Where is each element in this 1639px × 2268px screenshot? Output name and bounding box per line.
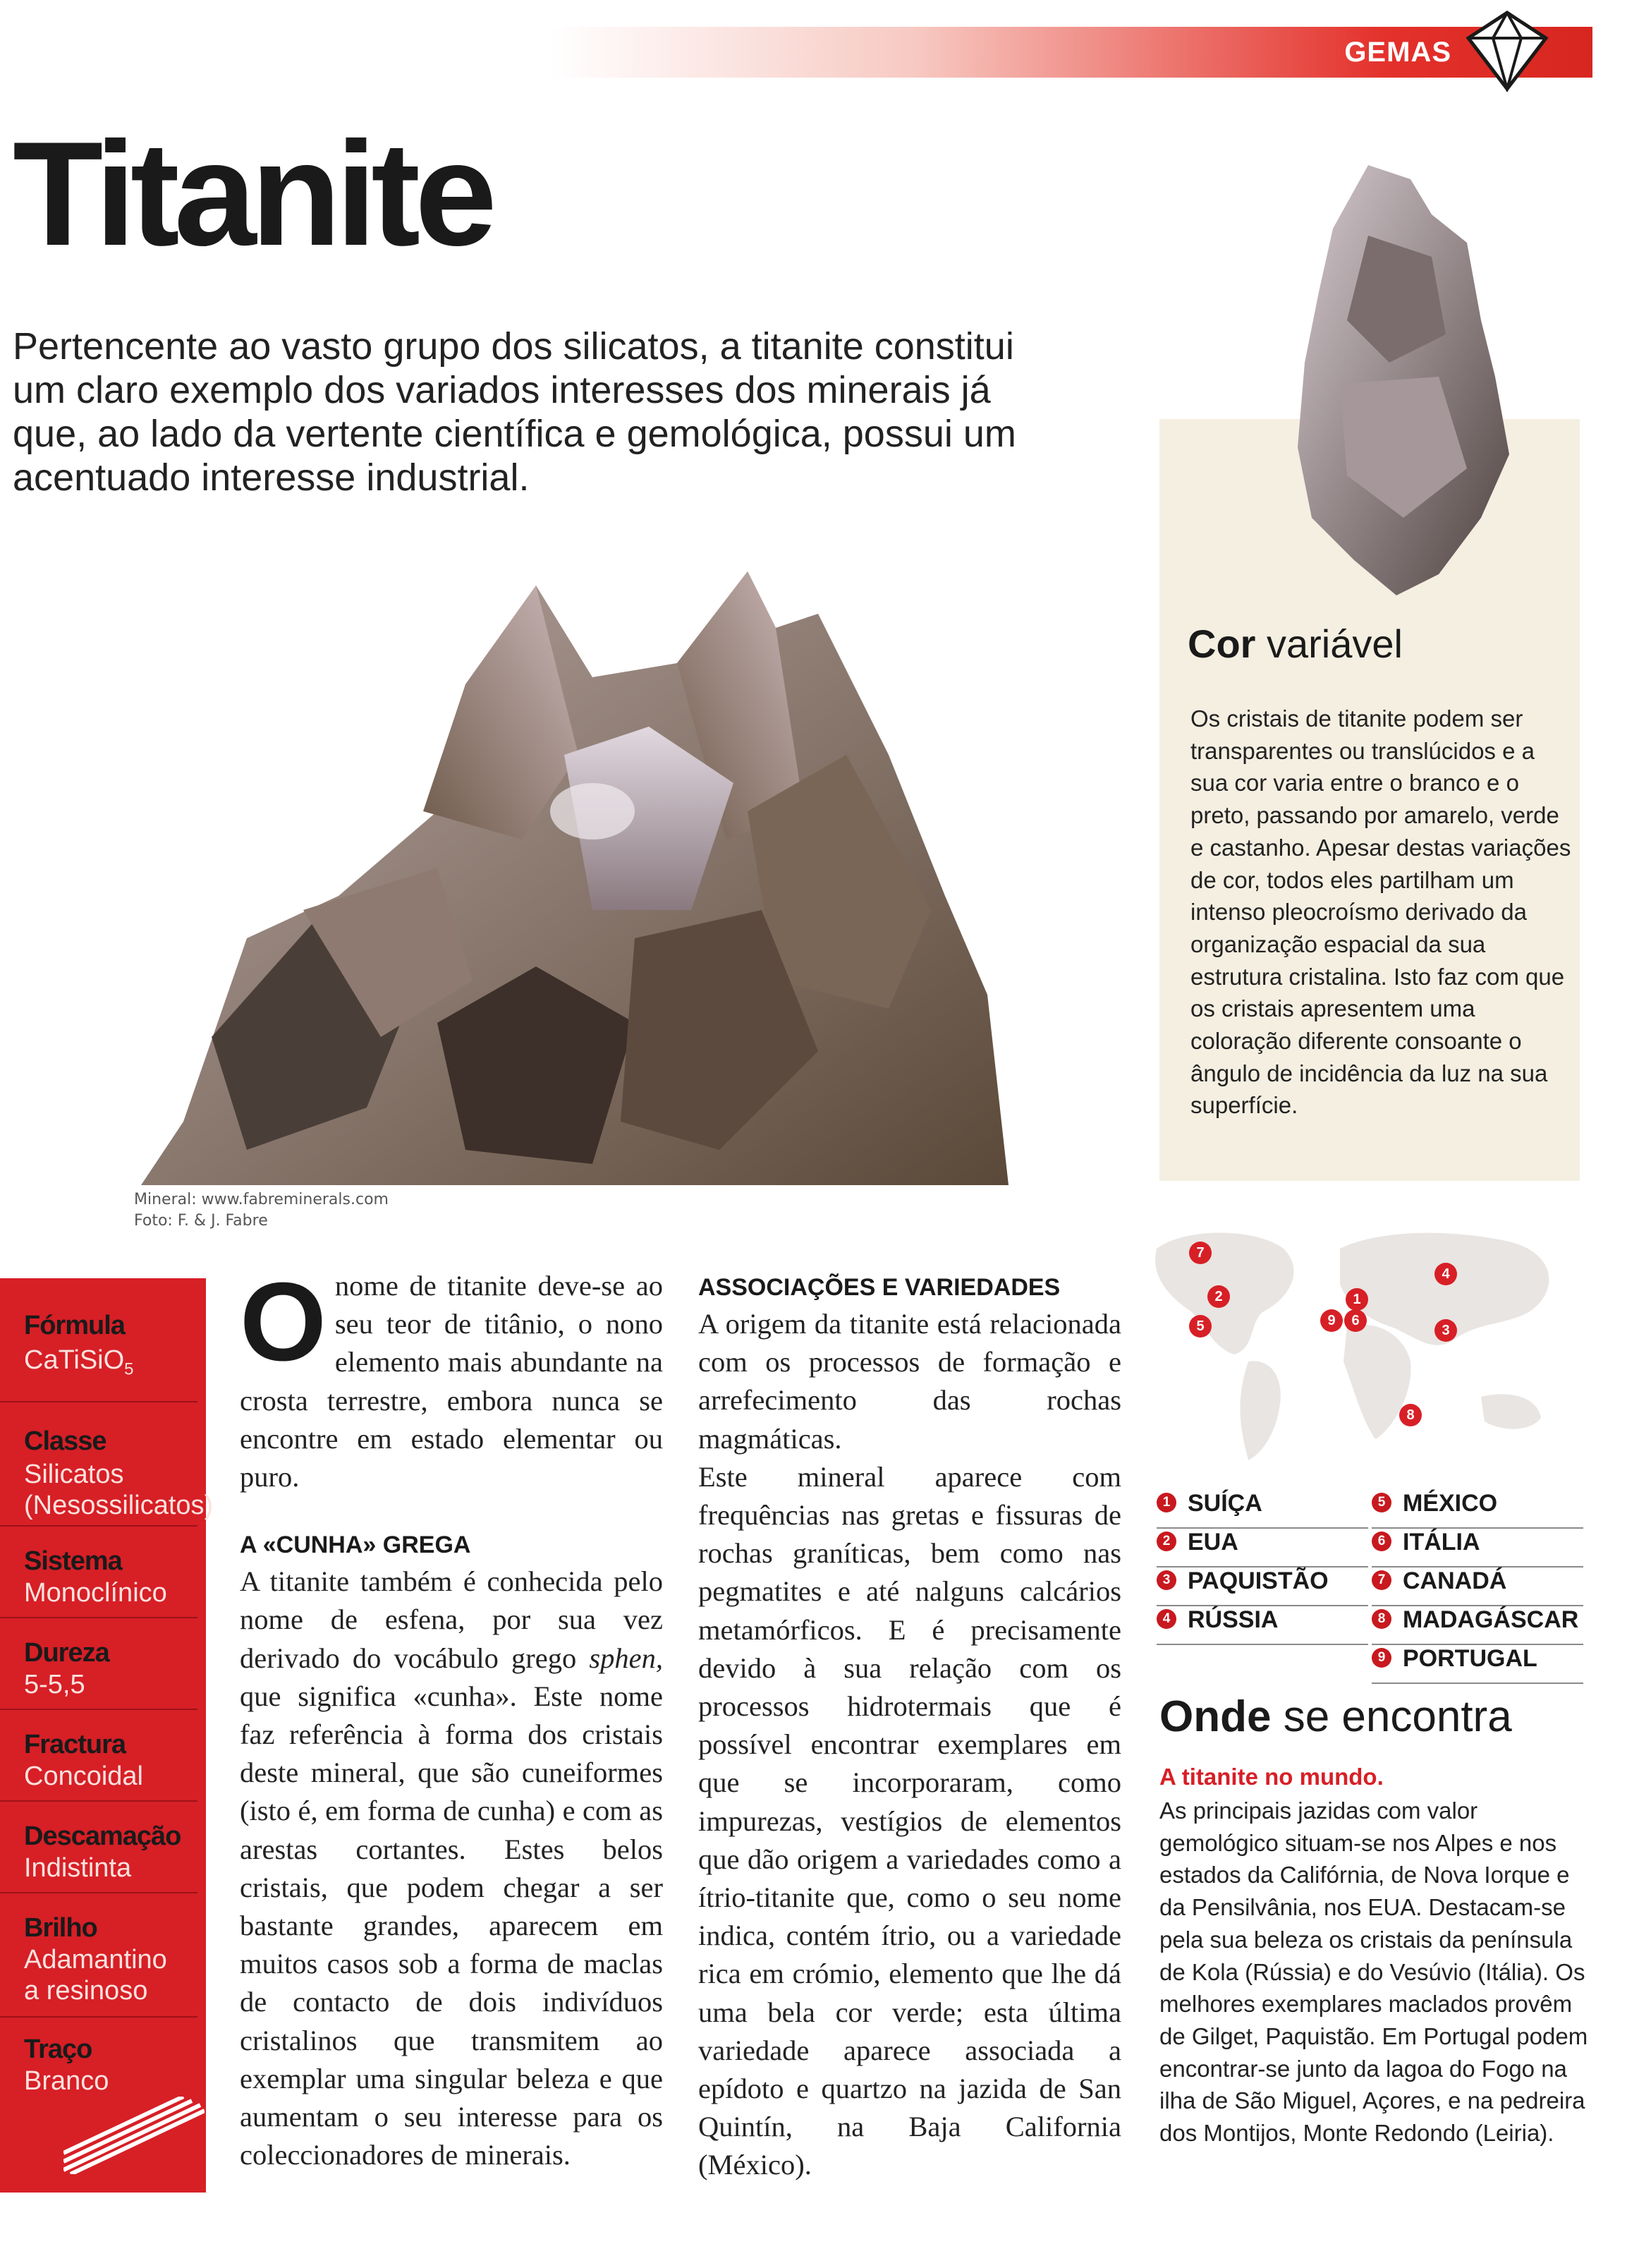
country-item: 2 EUA — [1157, 1529, 1368, 1567]
property-class — [0, 1402, 214, 1527]
subheading-cunha: A «CUNHA» GREGA — [240, 1532, 471, 1559]
article-paragraph-3: A origem da titanite está relacionada com os processos de formação e arrefecimento das rochas magmáticas. — [698, 1308, 1121, 1455]
subheading-associacoes: ASSOCIAÇÕES E VARIEDADES — [698, 1274, 1061, 1301]
credit-line-photo: Foto: F. & J. Fabre — [134, 1212, 268, 1230]
map-marker: 1 — [1346, 1288, 1368, 1311]
country-item: 4 RÚSSIA — [1157, 1606, 1368, 1645]
property-key: Brilho — [24, 1913, 97, 1943]
property-key: Descamação — [24, 1821, 181, 1851]
property-value: Concoidal — [24, 1761, 143, 1791]
property-cleavage — [0, 1802, 197, 1893]
country-item: 7 CANADÁ — [1372, 1567, 1583, 1606]
map-marker: 7 — [1189, 1242, 1212, 1264]
property-value: 5-5,5 — [24, 1670, 85, 1699]
where-found-title-rest: se encontra — [1283, 1692, 1512, 1741]
drop-cap: O — [240, 1260, 327, 1384]
section-header-bar — [550, 27, 1592, 78]
property-value: Adamantino a resinoso — [24, 1945, 167, 2006]
photo-credits — [134, 1189, 389, 1232]
map-marker: 8 — [1399, 1404, 1422, 1426]
property-fracture — [0, 1710, 197, 1802]
article-paragraph-1: Onome de titanite deve-se ao seu teor de titânio, o nono elemento mais abundante na crosta terrestre, embora nunca se encontre em estado elementar ou puro. — [240, 1260, 663, 1493]
article-column-1 — [240, 1260, 663, 2174]
map-marker: 2 — [1207, 1285, 1230, 1308]
where-found-title-bold: Onde — [1159, 1692, 1272, 1741]
color-panel-title-bold: Cor — [1188, 621, 1256, 666]
single-crystal-photo — [1255, 151, 1523, 602]
map-marker: 5 — [1189, 1315, 1212, 1338]
article-paragraph-4: Este mineral aparece com frequências nas gretas e fissuras de rochas graníticas, bem como nas pegmatites e até nalguns calcários metamórficos. E é precisamente devido à sua relação com os processos hidrotermais que é possível encontrar exemplares em que se incorporaram, como impurezas, vestígios de elementos que dão origem a variedades como a ítrio-titanite que, como o seu nome indica, contém ítrio, ou a variedade rica em crómio, elemento que lhe dá uma bela cor verde; esta última variedade aparece associada a epídoto e quartzo na jazida de San Quintín, na Baja California (México). — [698, 1460, 1121, 2181]
country-item: 9 PORTUGAL — [1372, 1645, 1583, 1684]
titanite-crystal-photo — [141, 543, 1009, 1185]
country-item: 8 MADAGÁSCAR — [1372, 1606, 1583, 1645]
country-item: 5 MÉXICO — [1372, 1490, 1583, 1529]
intro-paragraph: Pertencente ao vasto grupo dos silicatos, a titanite constitui um claro exemplo dos variados interesses dos minerais já que, ao lado da vertente científica e gemológica, possui um acentuado interesse industrial. — [13, 325, 1016, 499]
country-item: 6 ITÁLIA — [1372, 1529, 1583, 1567]
map-marker: 9 — [1320, 1309, 1343, 1332]
property-system — [0, 1527, 197, 1618]
where-found-subtitle: A titanite no mundo. — [1159, 1764, 1384, 1790]
map-marker: 3 — [1434, 1319, 1457, 1342]
property-formula — [0, 1278, 197, 1402]
property-value: Silicatos (Nesossilicatos) — [24, 1460, 214, 1520]
credit-line-mineral: Mineral: www.fabreminerals.com — [134, 1191, 389, 1208]
article-column-2 — [698, 1267, 1121, 2185]
map-marker: 6 — [1344, 1309, 1367, 1332]
property-value: Monoclínico — [24, 1578, 167, 1608]
property-luster — [0, 1893, 197, 2018]
property-key: Classe — [24, 1426, 106, 1456]
map-marker: 4 — [1434, 1263, 1457, 1285]
property-value: CaTiSiO$_5$ — [24, 1345, 134, 1379]
property-hardness — [0, 1618, 197, 1710]
color-panel-title-rest: variável — [1267, 621, 1403, 666]
properties-sidebar — [0, 1278, 214, 2193]
decorative-stripes — [63, 2097, 205, 2174]
property-value: Indistinta — [24, 1853, 132, 1883]
country-item: 3 PAQUISTÃO — [1157, 1567, 1368, 1606]
section-label: GEMAS — [1344, 37, 1451, 68]
gem-icon — [1461, 10, 1553, 92]
where-found-title — [1159, 1692, 1512, 1742]
page-title: Titanite — [13, 111, 492, 277]
property-key: Dureza — [24, 1638, 109, 1668]
property-value: Branco — [24, 2066, 109, 2096]
property-key: Sistema — [24, 1546, 122, 1576]
where-found-text: As principais jazidas com valor gemológico situam-se nos Alpes e nos estados da Califórnia, de Nova Iorque e da Pensilvânia, nos EUA. Destacam-se pela sua beleza os cristais da península de Kola (Rússia) e do Vesúvio (Itália). Os melhores exemplares maclados provêm de Gilget, Paquistão. Em Portugal podem encontrar-se junto da lagoa do Fogo na ilha de São Miguel, Açores, e na pedreira dos Montijos, Monte Redondo (Leiria). — [1159, 1797, 1588, 2147]
property-streak — [0, 2018, 197, 2095]
country-item: 1 SUÍÇA — [1157, 1490, 1368, 1529]
article-paragraph-2: A titanite também é conhecida pelo nome de esfena, por sua vez derivado do vocábulo grego sphen, que significa «cunha». Este nome faz referência à forma dos cristais deste mineral, que são cuneiformes (isto é, em forma de cunha) e com as arestas cortantes. Estes belos cristais, que podem chegar a ser bastante grandes, aparecem em muitos casos sob a forma de maclas de contacto de dois indivíduos cristalinos que transmitem ao exemplar uma singular beleza e que aumentam o seu interesse para os coleccionadores de minerais. — [240, 1565, 663, 2171]
color-panel-title — [1188, 621, 1403, 667]
color-panel-text: Os cristais de titanite podem ser transparentes ou translúcidos e a sua cor varia entre o branco e o preto, passando por amarelo, verde e castanho. Apesar destas variações de cor, todos eles partilham um intenso pleocroísmo derivado da organização espacial da sua estrutura cristalina. Isto faz com que os cristais apresentem uma coloração diferente consoante o ângulo de incidência da luz na sua superfície. — [1190, 705, 1571, 1119]
property-key: Fórmula — [24, 1311, 125, 1340]
property-key: Fractura — [24, 1730, 126, 1759]
property-key: Traço — [24, 2034, 92, 2064]
